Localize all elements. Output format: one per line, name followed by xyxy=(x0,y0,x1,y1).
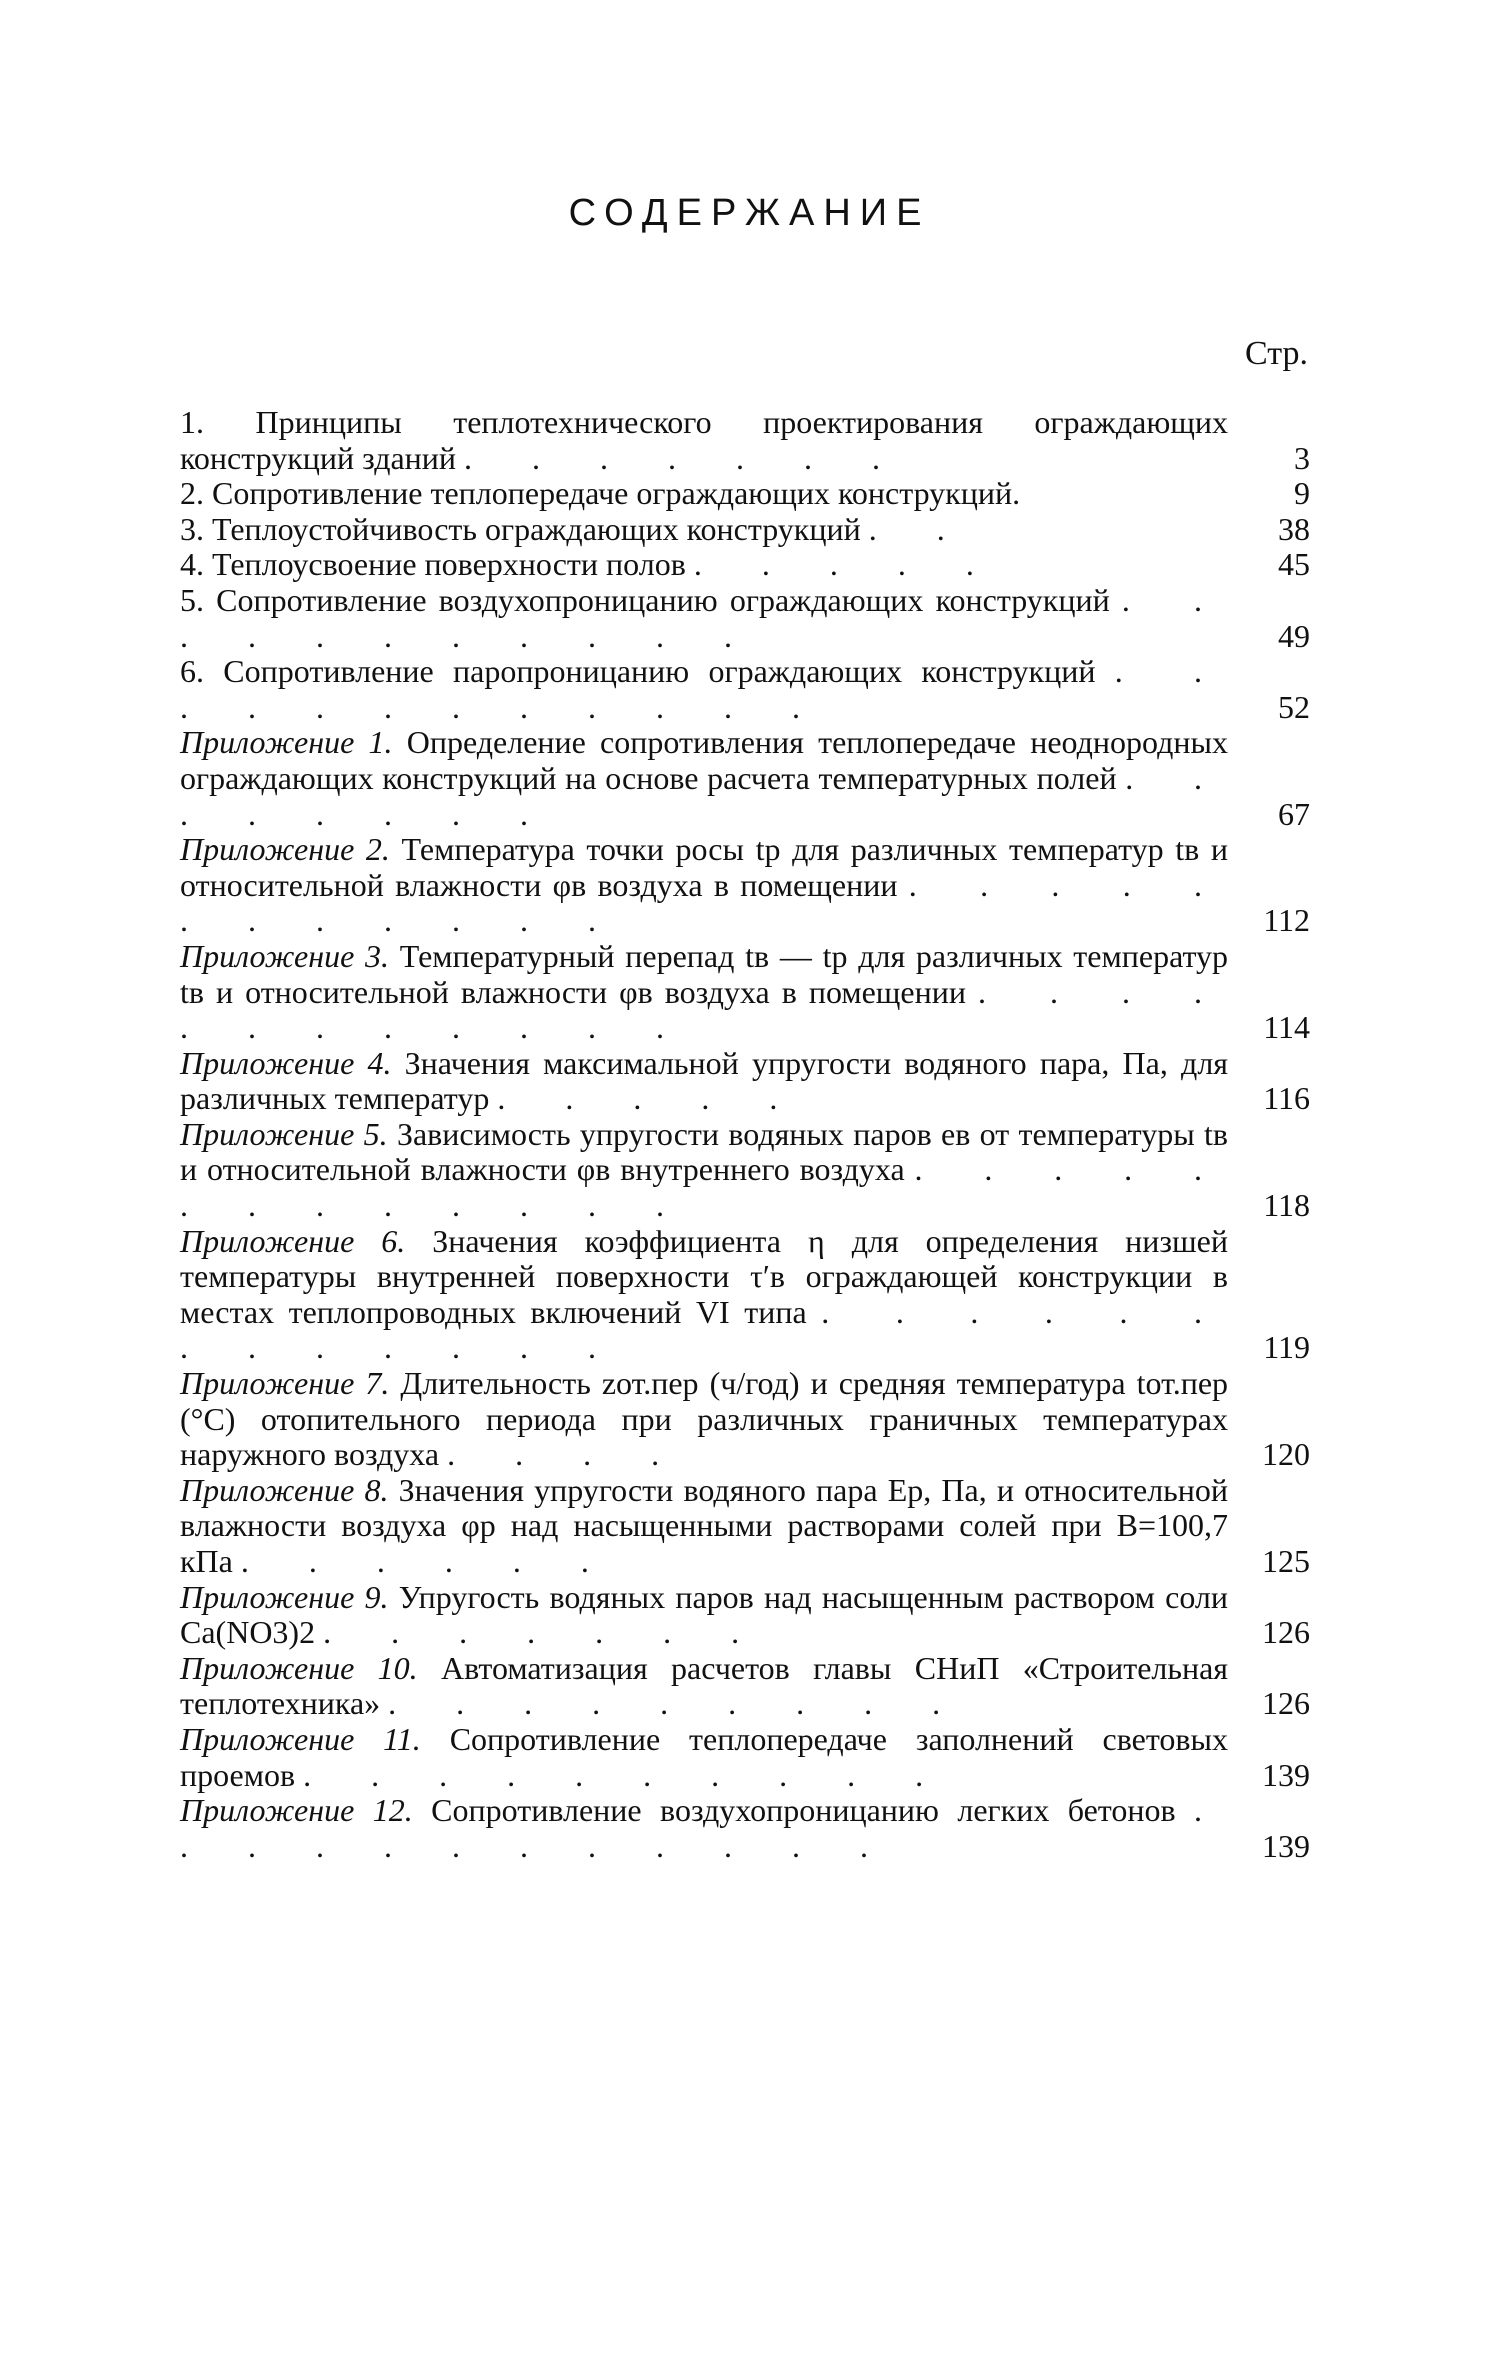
entry-title: Автоматизация расчетов главы СНиП «Строительная теплотехника» xyxy=(180,1649,1229,1722)
entry-number: Приложение 4. xyxy=(180,1044,392,1081)
leader-dots: . . . . . . . . . . . xyxy=(180,581,1228,654)
leader-dots: . . xyxy=(868,510,971,547)
entry-title: Принципы теплотехнического проектирования ограждающих конструкций зданий xyxy=(180,404,1228,476)
entry-title: Значения коэффициента η для определения низшей температуры внутренней поверхности τ′в ограждающей конструкции в местах теплопроводных включений VI типа xyxy=(180,1222,1229,1330)
entry-number: Приложение 10. xyxy=(180,1649,418,1686)
page-column-label: Стр. xyxy=(1245,335,1309,372)
entry-number: Приложение 7. xyxy=(180,1365,390,1402)
toc-entry[interactable] xyxy=(180,654,1310,725)
entry-number: 5. xyxy=(180,581,204,618)
entry-title: Сопротивление воздухопроницанию ограждающих конструкций xyxy=(216,581,1110,618)
leader-dots: . . . . . xyxy=(497,1080,804,1117)
toc-entry[interactable] xyxy=(180,583,1310,654)
entry-number: 3. xyxy=(180,510,204,547)
entry-page: 112 xyxy=(1263,902,1310,939)
entry-page: 139 xyxy=(1262,1827,1310,1864)
entry-number: 4. xyxy=(180,546,204,583)
toc-entry[interactable] xyxy=(180,1722,1310,1793)
entry-number: Приложение 5. xyxy=(180,1115,388,1152)
leader-dots: . . . . . . . . . . . . . xyxy=(180,1151,1229,1224)
toc-entry[interactable] xyxy=(180,1651,1310,1722)
entry-page: 116 xyxy=(1263,1080,1310,1117)
leader-dots: . . . . . . xyxy=(240,1543,615,1579)
toc-entry[interactable] xyxy=(180,1473,1310,1580)
leader-dots: . . . . . . . . . . . . xyxy=(180,1792,1229,1864)
entry-number: Приложение 1. xyxy=(180,724,393,761)
toc-entry[interactable] xyxy=(180,1117,1310,1224)
leader-dots: . . . . . . . xyxy=(323,1614,766,1651)
entry-title: Сопротивление теплопередаче заполнений световых проемов xyxy=(180,1720,1229,1793)
entry-page: 126 xyxy=(1262,1685,1310,1722)
page-title: СОДЕРЖАНИЕ xyxy=(568,192,931,234)
entry-title: Теплоусвоение поверхности полов xyxy=(212,546,686,583)
entry-title: Сопротивление теплопередаче ограждающих конструкций. xyxy=(212,475,1021,512)
entry-page: 45 xyxy=(1278,546,1310,583)
entry-title: Упругость водяных паров над насыщенным раствором соли Ca(NO3)2 xyxy=(180,1578,1229,1651)
entry-title: Температура точки росы tр для различных температур tв и относительной влажности φв воздуха в помещении xyxy=(180,831,1229,903)
toc-entry[interactable] xyxy=(180,832,1310,939)
entry-page: 3 xyxy=(1294,439,1310,476)
toc-entry[interactable] xyxy=(180,1366,1310,1473)
entry-number: Приложение 2. xyxy=(180,831,390,868)
entry-page: 125 xyxy=(1262,1543,1310,1579)
leader-dots: . . . . . . . . . . . . xyxy=(180,653,1229,725)
entry-title: Зависимость упругости водяных паров eв от температуры tв и относительной влажности φв внутреннего воздуха xyxy=(180,1115,1229,1188)
entry-title: Сопротивление воздухопроницанию легких бетонов xyxy=(431,1792,1176,1829)
entry-page: 120 xyxy=(1262,1436,1310,1473)
toc-entry[interactable] xyxy=(180,512,1310,548)
leader-dots: . . . . . xyxy=(693,546,1000,583)
leader-dots: . . . . xyxy=(447,1436,686,1473)
entry-number: 6. xyxy=(180,653,204,690)
entry-page: 9 xyxy=(1294,475,1310,512)
entry-page: 67 xyxy=(1278,795,1310,832)
toc-entry[interactable] xyxy=(180,547,1310,583)
entry-title: Значения упругости водяного пара Eр, Па, и относительной влажности воздуха φр над насыщенными растворами солей при B=100,7 кПа xyxy=(180,1471,1229,1579)
leader-dots: . . . . . . . . xyxy=(180,759,1229,832)
entry-number: 2. xyxy=(180,475,204,512)
entry-title: Температурный перепад tв — tр для различных температур tв и относительной влажности φв воздуха в помещении xyxy=(180,937,1229,1010)
table-of-contents xyxy=(180,405,1310,1864)
toc-entry[interactable] xyxy=(180,1793,1310,1864)
entry-number: 1. xyxy=(180,404,204,440)
entry-number: Приложение 9. xyxy=(180,1578,389,1615)
entry-page: 38 xyxy=(1278,510,1310,547)
entry-number: Приложение 6. xyxy=(180,1222,406,1259)
leader-dots: . . . . . . . . . . xyxy=(303,1756,950,1793)
entry-number: Приложение 12. xyxy=(180,1792,413,1829)
toc-entry[interactable] xyxy=(180,1580,1310,1651)
toc-entry[interactable] xyxy=(180,405,1310,476)
leader-dots: . . . . . . . . . . . . xyxy=(180,973,1229,1046)
entry-number: Приложение 3. xyxy=(180,937,390,974)
entry-number: Приложение 8. xyxy=(180,1471,389,1508)
toc-entry[interactable] xyxy=(180,1046,1310,1117)
entry-title: Определение сопротивления теплопередаче неоднородных ограждающих конструкций на основе расчета температурных полей xyxy=(180,724,1229,796)
entry-title: Длительность zот.пер (ч/год) и средняя температура tот.пер (°С) отопительного периода при различных граничных температурах наружного воздуха xyxy=(180,1365,1229,1473)
toc-entry[interactable] xyxy=(180,725,1310,832)
leader-dots: . . . . . . . xyxy=(464,439,907,476)
entry-page: 49 xyxy=(1278,617,1310,654)
entry-page: 126 xyxy=(1262,1614,1310,1651)
entry-title: Теплоустойчивость ограждающих конструкций xyxy=(212,510,861,547)
toc-entry[interactable] xyxy=(180,1224,1310,1366)
entry-title: Сопротивление паропроницанию ограждающих конструкций xyxy=(223,653,1096,690)
toc-entry[interactable] xyxy=(180,476,1310,512)
leader-dots: . . . . . . . . . . . . xyxy=(180,866,1229,939)
entry-page: 52 xyxy=(1278,688,1310,725)
entry-page: 119 xyxy=(1263,1329,1310,1366)
entry-page: 139 xyxy=(1262,1756,1310,1793)
entry-number: Приложение 11. xyxy=(180,1720,421,1757)
toc-entry[interactable] xyxy=(180,939,1310,1046)
entry-page: 114 xyxy=(1263,1009,1310,1046)
entry-title: Значения максимальной упругости водяного пара, Па, для различных температур xyxy=(180,1044,1229,1117)
leader-dots: . . . . . . . . . xyxy=(388,1685,967,1722)
entry-page: 118 xyxy=(1263,1187,1310,1224)
leader-dots: . . . . . . . . . . . . . xyxy=(180,1293,1229,1366)
